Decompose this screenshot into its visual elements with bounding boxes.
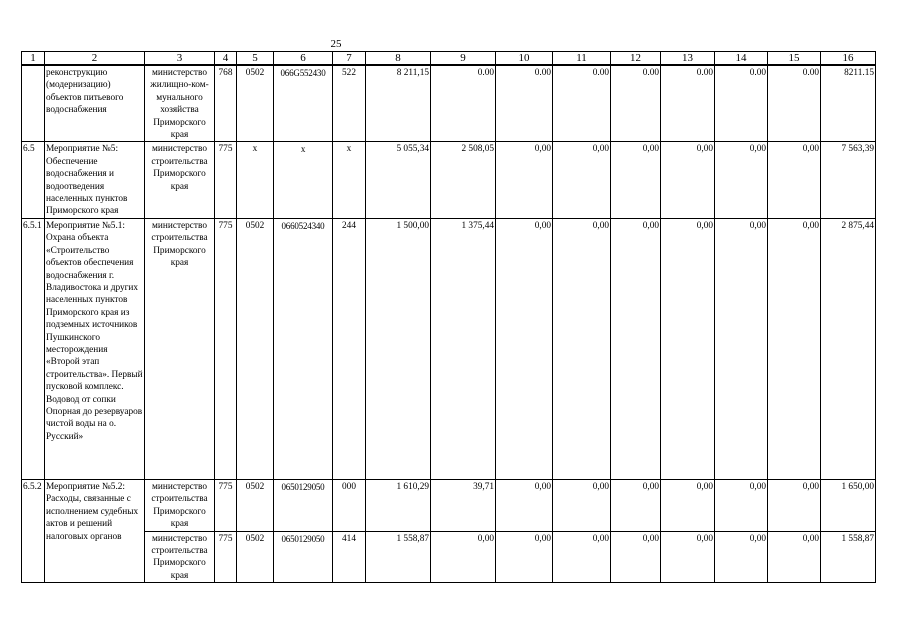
amount-col14: 0,00	[715, 218, 768, 479]
amount-col14: 0,00	[715, 479, 768, 531]
column-header: 6	[274, 52, 333, 66]
amount-col12: 0.00	[611, 65, 661, 142]
amount-col11: 0,00	[553, 479, 611, 531]
amount-col11: 0,00	[553, 142, 611, 218]
column-header: 4	[215, 52, 237, 66]
expense-type-code: 000	[333, 479, 366, 531]
target-article-code: 0650129050	[274, 479, 333, 531]
amount-col8: 1 558,87	[366, 531, 431, 583]
column-header: 14	[715, 52, 768, 66]
target-article-code: 066G552430	[274, 65, 333, 142]
amount-total: 1 650,00	[821, 479, 876, 531]
grbs-code: 768	[215, 65, 237, 142]
amount-col13: 0,00	[661, 218, 715, 479]
row-number: 6.5.2	[22, 479, 45, 582]
amount-col11: 0,00	[553, 218, 611, 479]
measure-name: Мероприятие №5.1: Охрана объекта «Строительство объектов обеспечения водоснабжения г. Владивостока и других населенных пунктов Приморского края из подземных источников Пушкинского месторождения «Второй этап строительства». Первый пусковой комплекс. Водовод от сопки Опорная до резервуаров чистой воды на о. Русский»	[45, 218, 145, 479]
amount-col14: 0,00	[715, 142, 768, 218]
amount-col9: 1 375,44	[431, 218, 496, 479]
column-header: 8	[366, 52, 431, 66]
executor: министерство строительства Приморского края	[145, 142, 215, 218]
grbs-code: 775	[215, 531, 237, 583]
table-row	[22, 531, 876, 583]
amount-col15: 0,00	[768, 218, 821, 479]
column-header: 9	[431, 52, 496, 66]
target-article-code: x	[274, 142, 333, 218]
column-header: 15	[768, 52, 821, 66]
table-row	[22, 65, 876, 142]
amount-col8: 1 610,29	[366, 479, 431, 531]
column-header: 1	[22, 52, 45, 66]
column-header: 5	[237, 52, 274, 66]
amount-col12: 0,00	[611, 218, 661, 479]
executor: министерство строительства Приморского края	[145, 218, 215, 479]
amount-col12: 0,00	[611, 531, 661, 583]
column-header: 12	[611, 52, 661, 66]
amount-col13: 0,00	[661, 479, 715, 531]
section-code: x	[237, 142, 274, 218]
budget-table	[21, 51, 876, 583]
section-code: 0502	[237, 479, 274, 531]
column-header: 16	[821, 52, 876, 66]
column-header: 11	[553, 52, 611, 66]
grbs-code: 775	[215, 142, 237, 218]
column-header: 2	[45, 52, 145, 66]
amount-col15: 0,00	[768, 142, 821, 218]
amount-col11: 0,00	[553, 531, 611, 583]
amount-col9: 2 508,05	[431, 142, 496, 218]
section-code: 0502	[237, 218, 274, 479]
expense-type-code: 244	[333, 218, 366, 479]
amount-col15: 0.00	[768, 65, 821, 142]
amount-col10: 0,00	[496, 142, 553, 218]
section-code: 0502	[237, 65, 274, 142]
executor: министерство строительства Приморского края	[145, 479, 215, 531]
row-number: 6.5.1	[22, 218, 45, 479]
measure-name: Мероприятие №5.2: Расходы, связанные с исполнением судебных актов и решений налоговых органов	[45, 479, 145, 582]
amount-col13: 0.00	[661, 65, 715, 142]
amount-col10: 0.00	[496, 65, 553, 142]
page-number: 25	[330, 38, 342, 50]
target-article-code: 0660524340	[274, 218, 333, 479]
column-header: 3	[145, 52, 215, 66]
column-header: 10	[496, 52, 553, 66]
measure-name: реконструкцию (модернизацию) объектов питьевого водоснабжения	[45, 65, 145, 142]
amount-col15: 0,00	[768, 479, 821, 531]
amount-col9: 39,71	[431, 479, 496, 531]
amount-col10: 0,00	[496, 531, 553, 583]
row-number	[22, 65, 45, 142]
target-article-code: 0650129050	[274, 531, 333, 583]
header-row	[22, 52, 876, 66]
expense-type-code: x	[333, 142, 366, 218]
table-row	[22, 218, 876, 479]
amount-col9: 0,00	[431, 531, 496, 583]
amount-total: 7 563,39	[821, 142, 876, 218]
amount-col13: 0,00	[661, 531, 715, 583]
amount-col9: 0.00	[431, 65, 496, 142]
amount-total: 2 875,44	[821, 218, 876, 479]
amount-col14: 0.00	[715, 65, 768, 142]
amount-col8: 8 211,15	[366, 65, 431, 142]
amount-col8: 5 055,34	[366, 142, 431, 218]
table-row	[22, 479, 876, 531]
amount-total: 8211.15	[821, 65, 876, 142]
amount-col14: 0,00	[715, 531, 768, 583]
column-header: 13	[661, 52, 715, 66]
amount-col10: 0,00	[496, 479, 553, 531]
amount-col13: 0,00	[661, 142, 715, 218]
executor: министерство жилищно-ком-мунального хозяйства Приморского края	[145, 65, 215, 142]
amount-col10: 0,00	[496, 218, 553, 479]
section-code: 0502	[237, 531, 274, 583]
amount-col12: 0,00	[611, 479, 661, 531]
row-number: 6.5	[22, 142, 45, 218]
amount-col12: 0,00	[611, 142, 661, 218]
grbs-code: 775	[215, 218, 237, 479]
executor: министерство строительства Приморского края	[145, 531, 215, 583]
table-row	[22, 142, 876, 218]
grbs-code: 775	[215, 479, 237, 531]
expense-type-code: 522	[333, 65, 366, 142]
column-header: 7	[333, 52, 366, 66]
amount-col15: 0,00	[768, 531, 821, 583]
measure-name: Мероприятие №5: Обеспечение водоснабжения и водоотведения населенных пунктов Приморского края	[45, 142, 145, 218]
amount-total: 1 558,87	[821, 531, 876, 583]
amount-col11: 0.00	[553, 65, 611, 142]
expense-type-code: 414	[333, 531, 366, 583]
amount-col8: 1 500,00	[366, 218, 431, 479]
